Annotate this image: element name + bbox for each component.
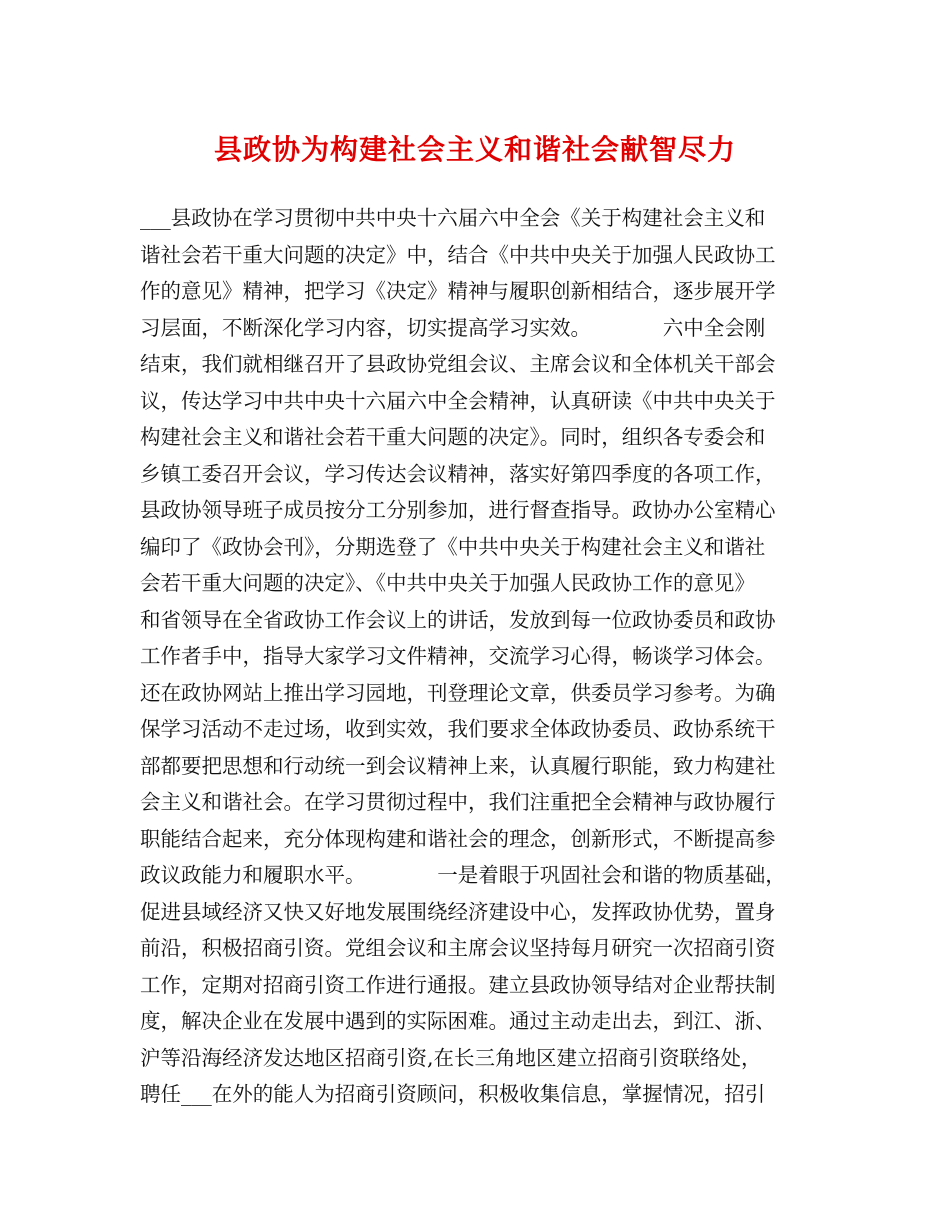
body-line: 习层面，不断深化学习内容，切实提高学习实效。 六中全会刚 — [140, 315, 766, 340]
document-body — [140, 200, 830, 1113]
body-line: 促进县域经济又快又好地发展围绕经济建设中心，发挥政协优势，置身 — [140, 899, 776, 924]
body-line: 议，传达学习中共中央十六届六中全会精神，认真研读《中共中央关于 — [140, 388, 776, 413]
body-line: 保学习活动不走过场，收到实效，我们要求全体政协委员、政协系统干 — [140, 717, 776, 741]
body-line: 会若干重大问题的决定》、《中共中央关于加强人民政协工作的意见》 — [140, 571, 755, 595]
body-line: 县政协领导班子成员按分工分别参加，进行督查指导。政协办公室精心 — [140, 498, 776, 522]
body-line: 和省领导在全省政协工作会议上的讲话，发放到每一位政协委员和政协 — [140, 607, 776, 632]
body-line: 部都要把思想和行动统一到会议精神上来，认真履行职能，致力构建社 — [140, 753, 776, 778]
body-line: 会主义和谐社会。在学习贯彻过程中，我们注重把全会精神与政协履行 — [140, 790, 776, 814]
document-title: 县政协为构建社会主义和谐社会献智尽力 — [213, 133, 736, 166]
body-line: 作的意见》精神，把学习《决定》精神与履职创新相结合，逐步展开学 — [140, 279, 776, 303]
body-line: 还在政协网站上推出学习园地，刊登理论文章，供委员学习参考。为确 — [140, 680, 776, 705]
body-line: 工作，定期对招商引资工作进行通报。建立县政协领导结对企业帮扶制 — [140, 972, 776, 997]
body-line: 前沿，积极招商引资。党组会议和主席会议坚持每月研究一次招商引资 — [140, 936, 776, 960]
body-line: 沪等沿海经济发达地区招商引资,在长三角地区建立招商引资联络处， — [140, 1045, 762, 1070]
body-line: 乡镇工委召开会议，学习传达会议精神，落实好第四季度的各项工作， — [140, 461, 776, 486]
body-line: ___县政协在学习贯彻中共中央十六届六中全会《关于构建社会主义和 — [140, 206, 766, 230]
body-line: 编印了《政协会刊》，分期选登了《中共中央关于构建社会主义和谐社 — [140, 534, 766, 559]
body-line: 职能结合起来，充分体现构建和谐社会的理念，创新形式，不断提高参 — [140, 826, 776, 851]
body-line: 谐社会若干重大问题的决定》中，结合《中共中央关于加强人民政协工 — [140, 242, 776, 267]
body-line: 聘任___在外的能人为招商引资顾问，积极收集信息，掌握情况，招引 — [140, 1082, 766, 1106]
body-line: 结束，我们就相继召开了县政协党组会议、主席会议和全体机关干部会 — [140, 352, 776, 376]
body-line: 工作者手中，指导大家学习文件精神，交流学习心得，畅谈学习体会。 — [140, 644, 776, 668]
body-line: 政议政能力和履职水平。 一是着眼于巩固社会和谐的物质基础， — [140, 863, 786, 887]
body-line: 度，解决企业在发展中遇到的实际困难。通过主动走出去，到江、浙、 — [140, 1009, 776, 1033]
body-line: 构建社会主义和谐社会若干重大问题的决定》。同时，组织各专委会和 — [140, 425, 766, 449]
